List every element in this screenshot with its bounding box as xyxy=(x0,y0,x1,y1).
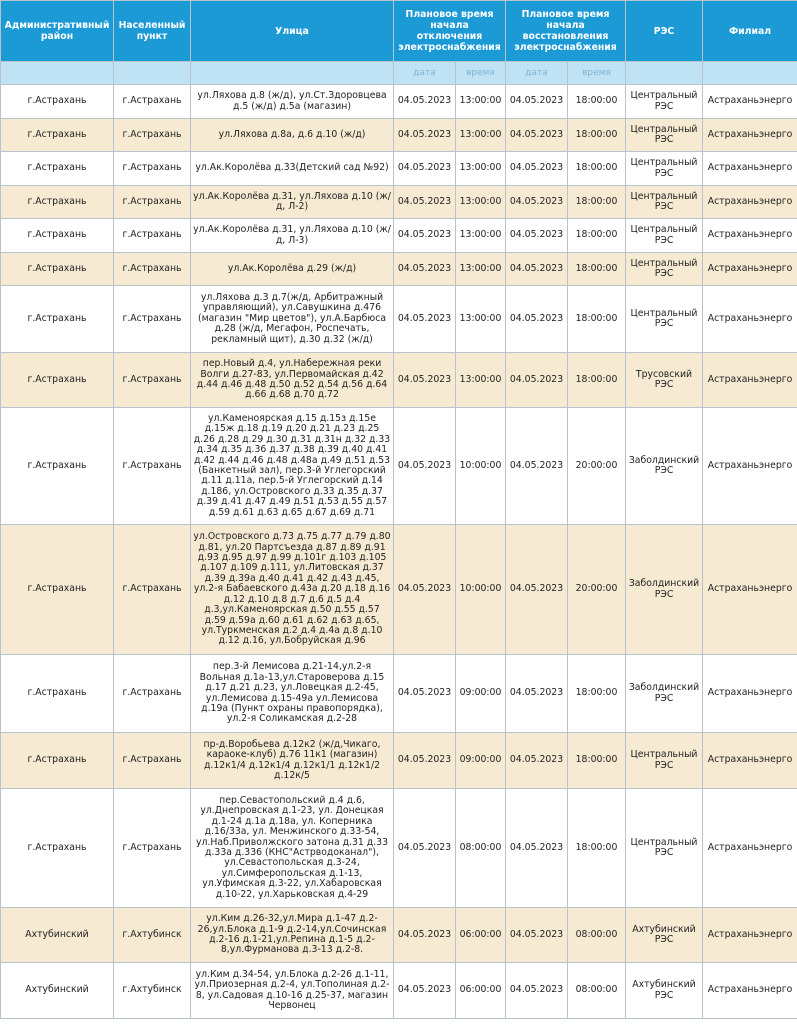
cell-district: г.Астрахань xyxy=(1,85,114,119)
table-row xyxy=(1,963,797,1019)
cell-street: пер.3-й Лемисова д.21-14,ул.2-я Вольная д.1а-13,ул.Староверова д.15 д.17 д.21 д.23, ул.Ловецкая д.2-45, ул.Лемисова д.15-49а ул.Лемисова д.19а (Пункт охраны правопорядка), ул.2-я Соликамская д.2-28 xyxy=(191,655,394,733)
table-row xyxy=(1,186,797,219)
cell-off-time: 10:00:00 xyxy=(456,525,506,655)
cell-settlement: г.Астрахань xyxy=(114,119,191,152)
cell-off-date: 04.05.2023 xyxy=(394,963,456,1019)
cell-district: г.Астрахань xyxy=(1,353,114,408)
cell-off-time: 06:00:00 xyxy=(456,963,506,1019)
cell-off-time: 13:00:00 xyxy=(456,219,506,253)
cell-on-time: 18:00:00 xyxy=(568,186,626,219)
cell-district: г.Астрахань xyxy=(1,186,114,219)
cell-on-date: 04.05.2023 xyxy=(506,525,568,655)
cell-street: пр-д.Воробьева д.12к2 (ж/д,Чикаго, караоке-клуб) д.76 11к1 (магазин) д.12к1/4 д.12к1/4 д.12к1/1 д.12к1/2 д.12к/5 xyxy=(191,733,394,789)
cell-on-time: 18:00:00 xyxy=(568,219,626,253)
cell-settlement: г.Астрахань xyxy=(114,789,191,908)
cell-res: Центральный РЭС xyxy=(626,286,703,353)
cell-street: ул.Ак.Королёва д.31, ул.Ляхова д.10 (ж/д, Л-3) xyxy=(191,219,394,253)
cell-branch: Астраханьэнерго xyxy=(703,963,797,1019)
cell-on-time: 20:00:00 xyxy=(568,408,626,525)
table-header xyxy=(1,1,797,85)
cell-on-time: 18:00:00 xyxy=(568,789,626,908)
cell-settlement: г.Астрахань xyxy=(114,733,191,789)
cell-on-date: 04.05.2023 xyxy=(506,733,568,789)
subheader-empty xyxy=(191,62,394,85)
cell-res: Заболдинский РЭС xyxy=(626,655,703,733)
cell-res: Центральный РЭС xyxy=(626,119,703,152)
header-branch: Филиал xyxy=(703,1,797,62)
cell-res: Центральный РЭС xyxy=(626,253,703,286)
cell-on-time: 18:00:00 xyxy=(568,85,626,119)
table-row xyxy=(1,219,797,253)
cell-on-date: 04.05.2023 xyxy=(506,119,568,152)
table-row xyxy=(1,353,797,408)
cell-on-time: 08:00:00 xyxy=(568,908,626,963)
cell-on-date: 04.05.2023 xyxy=(506,963,568,1019)
table-row xyxy=(1,408,797,525)
table-row xyxy=(1,119,797,152)
cell-branch: Астраханьэнерго xyxy=(703,655,797,733)
cell-on-time: 18:00:00 xyxy=(568,152,626,186)
cell-off-date: 04.05.2023 xyxy=(394,186,456,219)
cell-res: Центральный РЭС xyxy=(626,789,703,908)
subheader-empty xyxy=(626,62,703,85)
cell-district: г.Астрахань xyxy=(1,789,114,908)
cell-off-date: 04.05.2023 xyxy=(394,408,456,525)
header-district: Административный район xyxy=(1,1,114,62)
cell-off-date: 04.05.2023 xyxy=(394,789,456,908)
cell-district: г.Астрахань xyxy=(1,408,114,525)
cell-off-time: 10:00:00 xyxy=(456,408,506,525)
header-row xyxy=(1,1,797,62)
table-row xyxy=(1,286,797,353)
cell-district: г.Астрахань xyxy=(1,286,114,353)
cell-street: ул.Островского д.73 д.75 д.77 д.79 д.80 д.81, ул.20 Партсъезда д.87 д.89 д.91 д.93 д.95 д.97 д.99 д.101г д.103 д.105 д.107 д.109 д.111, ул.Литовская д.37 д.39 д.39а д.40 д.41 д.42 д.43 д.45, ул.2-я Бабаевского д.43а д.20 д.18 д.16 д.12 д.10 д.8 д.7 д.6 д.5 д.4 д.3,ул.Каменоярская д.50 д.55 д.57 д.59 д.59а д.60 д.61 д.62 д.63 д.65, ул.Туркменская д.2 д.4 д.4а д.8 д.10 д.12 д.16, ул.Бобруйская д.96 xyxy=(191,525,394,655)
cell-on-date: 04.05.2023 xyxy=(506,789,568,908)
cell-settlement: г.Астрахань xyxy=(114,525,191,655)
cell-district: г.Астрахань xyxy=(1,119,114,152)
cell-district: г.Астрахань xyxy=(1,655,114,733)
cell-on-time: 18:00:00 xyxy=(568,353,626,408)
cell-res: Центральный РЭС xyxy=(626,219,703,253)
header-street: Улица xyxy=(191,1,394,62)
cell-on-date: 04.05.2023 xyxy=(506,908,568,963)
cell-off-time: 09:00:00 xyxy=(456,655,506,733)
cell-settlement: г.Астрахань xyxy=(114,253,191,286)
cell-off-date: 04.05.2023 xyxy=(394,119,456,152)
cell-res: Центральный РЭС xyxy=(626,152,703,186)
subheader-off-date: дата xyxy=(394,62,456,85)
cell-on-time: 18:00:00 xyxy=(568,253,626,286)
cell-district: Ахтубинский xyxy=(1,963,114,1019)
cell-res: Ахтубинский РЭС xyxy=(626,908,703,963)
cell-on-date: 04.05.2023 xyxy=(506,85,568,119)
table-row xyxy=(1,655,797,733)
cell-off-time: 09:00:00 xyxy=(456,733,506,789)
cell-on-date: 04.05.2023 xyxy=(506,219,568,253)
cell-street: ул.Ляхова д.3 д.7(ж/д, Арбитражный управляющий), ул.Савушкина д.476 (магазин "Мир цветов"), ул.А.Барбюса д.28 (ж/д, Мегафон, Роспечать, рекламный щит), д.30 д.32 (ж/д) xyxy=(191,286,394,353)
subheader-empty xyxy=(1,62,114,85)
cell-branch: Астраханьэнерго xyxy=(703,525,797,655)
cell-on-date: 04.05.2023 xyxy=(506,253,568,286)
cell-settlement: г.Астрахань xyxy=(114,353,191,408)
cell-branch: Астраханьэнерго xyxy=(703,286,797,353)
cell-street: пер.Новый д.4, ул.Набережная реки Волги д.27-83, ул.Первомайская д.42 д.44 д.46 д.48 д.50 д.52 д.54 д.56 д.64 д.66 д.68 д.70 д.72 xyxy=(191,353,394,408)
cell-on-time: 20:00:00 xyxy=(568,525,626,655)
cell-off-date: 04.05.2023 xyxy=(394,219,456,253)
cell-off-date: 04.05.2023 xyxy=(394,655,456,733)
header-off-time: Плановое время начала отключения электроснабжения xyxy=(394,1,506,62)
cell-street: ул.Ким д.26-32,ул.Мира д.1-47 д.2-26,ул.Блока д.1-9 д.2-14,ул.Сочинская д.2-16 д.1-21,ул.Репина д.1-5 д.2-8,ул.Фурманова д.3-13 д.2-8. xyxy=(191,908,394,963)
cell-settlement: г.Астрахань xyxy=(114,655,191,733)
cell-on-date: 04.05.2023 xyxy=(506,408,568,525)
table-row xyxy=(1,152,797,186)
cell-settlement: г.Ахтубинск xyxy=(114,908,191,963)
cell-branch: Астраханьэнерго xyxy=(703,152,797,186)
cell-off-date: 04.05.2023 xyxy=(394,286,456,353)
cell-res: Трусовский РЭС xyxy=(626,353,703,408)
table-row xyxy=(1,85,797,119)
cell-street: ул.Ляхова д.8 (ж/д), ул.Ст.Здоровцева д.5 (ж/д) д.5а (магазин) xyxy=(191,85,394,119)
cell-on-date: 04.05.2023 xyxy=(506,152,568,186)
cell-settlement: г.Астрахань xyxy=(114,219,191,253)
cell-branch: Астраханьэнерго xyxy=(703,789,797,908)
cell-settlement: г.Астрахань xyxy=(114,85,191,119)
cell-res: Заболдинский РЭС xyxy=(626,408,703,525)
cell-settlement: г.Астрахань xyxy=(114,408,191,525)
cell-street: ул.Ким д.34-54, ул.Блока д.2-26 д.1-11, ул.Приозерная д.2-4, ул.Тополиная д.2-8, ул.Садовая д.10-16 д.25-37, магазин Червонец xyxy=(191,963,394,1019)
cell-res: Ахтубинский РЭС xyxy=(626,963,703,1019)
cell-res: Заболдинский РЭС xyxy=(626,525,703,655)
cell-branch: Астраханьэнерго xyxy=(703,253,797,286)
cell-off-time: 13:00:00 xyxy=(456,152,506,186)
table-body xyxy=(1,85,797,1019)
cell-settlement: г.Ахтубинск xyxy=(114,963,191,1019)
cell-off-date: 04.05.2023 xyxy=(394,353,456,408)
subheader-empty xyxy=(703,62,797,85)
cell-street: ул.Ак.Королёва д.33(Детский сад №92) xyxy=(191,152,394,186)
cell-street: пер.Севастопольский д.4 д.6, ул.Днепровская д.1-23, ул. Донецкая д.1-24 д.1а д.18а, ул. Коперника д.16/33а, ул. Менжинского д.33-54, ул.Наб.Приволжского затона д.31 д.33 д.33а д.336 (КНС"Астрводоканал"), ул.Севастопольская д.3-24, ул.Симферопольская д.1-13, ул.Уфимская д.3-22, ул.Хабаровская д.10-22, ул.Харьковская д.4-29 xyxy=(191,789,394,908)
cell-on-date: 04.05.2023 xyxy=(506,286,568,353)
cell-res: Центральный РЭС xyxy=(626,85,703,119)
cell-branch: Астраханьэнерго xyxy=(703,408,797,525)
cell-district: г.Астрахань xyxy=(1,733,114,789)
subheader-empty xyxy=(114,62,191,85)
cell-settlement: г.Астрахань xyxy=(114,286,191,353)
cell-off-date: 04.05.2023 xyxy=(394,733,456,789)
cell-on-date: 04.05.2023 xyxy=(506,186,568,219)
cell-on-time: 18:00:00 xyxy=(568,286,626,353)
cell-branch: Астраханьэнерго xyxy=(703,733,797,789)
cell-on-time: 08:00:00 xyxy=(568,963,626,1019)
table-row xyxy=(1,525,797,655)
cell-off-time: 06:00:00 xyxy=(456,908,506,963)
subheader-on-date: дата xyxy=(506,62,568,85)
cell-street: ул.Ак.Королёва д.29 (ж/д) xyxy=(191,253,394,286)
cell-district: г.Астрахань xyxy=(1,525,114,655)
cell-settlement: г.Астрахань xyxy=(114,152,191,186)
table-row xyxy=(1,908,797,963)
cell-branch: Астраханьэнерго xyxy=(703,119,797,152)
cell-on-date: 04.05.2023 xyxy=(506,353,568,408)
header-res: РЭС xyxy=(626,1,703,62)
cell-branch: Астраханьэнерго xyxy=(703,219,797,253)
cell-on-date: 04.05.2023 xyxy=(506,655,568,733)
cell-off-time: 13:00:00 xyxy=(456,253,506,286)
subheader-row xyxy=(1,62,797,85)
table-row xyxy=(1,253,797,286)
cell-off-date: 04.05.2023 xyxy=(394,525,456,655)
cell-off-time: 13:00:00 xyxy=(456,286,506,353)
cell-off-time: 13:00:00 xyxy=(456,186,506,219)
subheader-on-time: время xyxy=(568,62,626,85)
cell-res: Центральный РЭС xyxy=(626,733,703,789)
cell-street: ул.Ак.Королёва д.31, ул.Ляхова д.10 (ж/д, Л-2) xyxy=(191,186,394,219)
cell-branch: Астраханьэнерго xyxy=(703,908,797,963)
cell-off-time: 13:00:00 xyxy=(456,353,506,408)
cell-branch: Астраханьэнерго xyxy=(703,85,797,119)
cell-settlement: г.Астрахань xyxy=(114,186,191,219)
cell-district: Ахтубинский xyxy=(1,908,114,963)
cell-street: ул.Каменоярская д.15 д.15з д.15е д.15ж д.18 д.19 д.20 д.21 д.23 д.25 д.26 д.28 д.29 д.30 д.31 д.31н д.32 д.33 д.34 д.35 д.36 д.37 д.38 д.39 д.40 д.41 д.42 д.44 д.46 д.48 д.48а д.49 д.51 д.53 (Банкетный зал), пер.3-й Углегорский д.11 д.11а, пер.5-й Углегорский д.14 д.186, ул.Островского д.33 д.35 д.37 д.39 д.41 д.47 д.49 д.51 д.53 д.55 д.57 д.59 д.61 д.63 д.65 д.67 д.69 д.71 xyxy=(191,408,394,525)
cell-branch: Астраханьэнерго xyxy=(703,353,797,408)
cell-off-date: 04.05.2023 xyxy=(394,253,456,286)
cell-off-date: 04.05.2023 xyxy=(394,85,456,119)
cell-off-date: 04.05.2023 xyxy=(394,908,456,963)
cell-off-time: 08:00:00 xyxy=(456,789,506,908)
table-row xyxy=(1,733,797,789)
table-row xyxy=(1,789,797,908)
cell-off-time: 13:00:00 xyxy=(456,119,506,152)
cell-branch: Астраханьэнерго xyxy=(703,186,797,219)
cell-res: Центральный РЭС xyxy=(626,186,703,219)
cell-off-time: 13:00:00 xyxy=(456,85,506,119)
cell-on-time: 18:00:00 xyxy=(568,733,626,789)
subheader-off-time: время xyxy=(456,62,506,85)
header-on-time: Плановое время начала восстановления электроснабжения xyxy=(506,1,626,62)
header-settlement: Населенный пункт xyxy=(114,1,191,62)
cell-on-time: 18:00:00 xyxy=(568,655,626,733)
cell-district: г.Астрахань xyxy=(1,219,114,253)
cell-district: г.Астрахань xyxy=(1,152,114,186)
cell-on-time: 18:00:00 xyxy=(568,119,626,152)
cell-street: ул.Ляхова д.8а, д.6 д.10 (ж/д) xyxy=(191,119,394,152)
cell-off-date: 04.05.2023 xyxy=(394,152,456,186)
cell-district: г.Астрахань xyxy=(1,253,114,286)
